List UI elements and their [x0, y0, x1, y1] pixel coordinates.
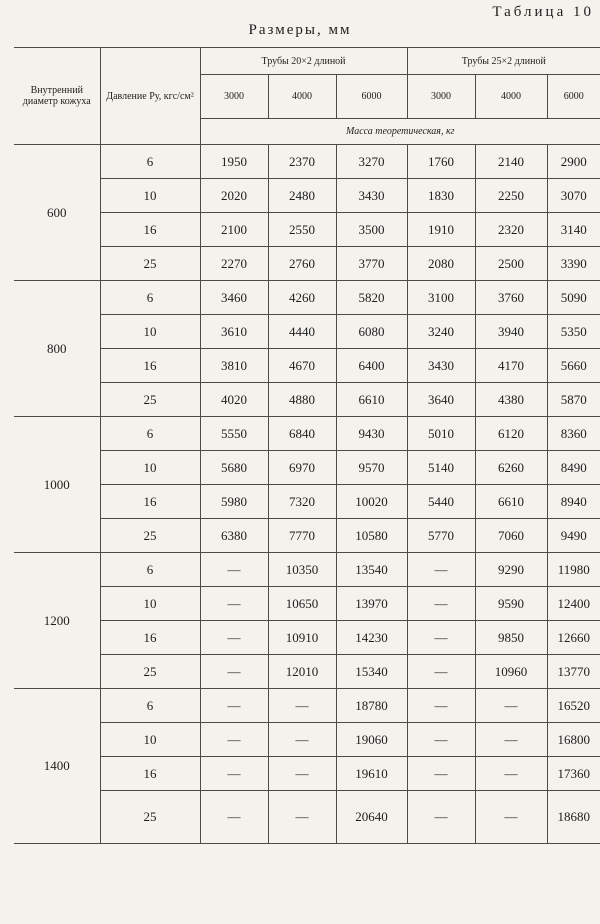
- mass-cell: 3100: [407, 281, 475, 315]
- mass-table: [14, 47, 600, 844]
- mass-cell: 2020: [200, 179, 268, 213]
- mass-cell: —: [200, 553, 268, 587]
- mass-cell: —: [268, 723, 336, 757]
- mass-cell: 3390: [547, 247, 600, 281]
- pressure-cell: 6: [100, 417, 200, 451]
- mass-cell: —: [268, 791, 336, 844]
- mass-cell: —: [200, 723, 268, 757]
- table-row: [14, 689, 600, 723]
- mass-cell: 3640: [407, 383, 475, 417]
- mass-cell: 19610: [336, 757, 407, 791]
- mass-cell: 2480: [268, 179, 336, 213]
- mass-cell: 5140: [407, 451, 475, 485]
- mass-cell: 19060: [336, 723, 407, 757]
- pressure-cell: 25: [100, 247, 200, 281]
- mass-cell: 5980: [200, 485, 268, 519]
- mass-cell: 5440: [407, 485, 475, 519]
- table-row: [14, 587, 600, 621]
- header-length: 6000: [336, 75, 407, 119]
- mass-cell: 8360: [547, 417, 600, 451]
- mass-cell: 6400: [336, 349, 407, 383]
- header-diameter: Внутренний диаметр кожуха: [14, 48, 100, 145]
- mass-cell: 6080: [336, 315, 407, 349]
- mass-cell: 7770: [268, 519, 336, 553]
- mass-cell: 2100: [200, 213, 268, 247]
- pressure-cell: 16: [100, 485, 200, 519]
- mass-cell: 9570: [336, 451, 407, 485]
- mass-cell: 6380: [200, 519, 268, 553]
- pressure-cell: 16: [100, 757, 200, 791]
- mass-cell: 3500: [336, 213, 407, 247]
- mass-cell: 2080: [407, 247, 475, 281]
- header-mass: Масса теоретическая, кг: [200, 119, 600, 145]
- mass-cell: 3430: [407, 349, 475, 383]
- diameter-cell: 1400: [14, 689, 100, 844]
- table-row: [14, 179, 600, 213]
- mass-cell: 17360: [547, 757, 600, 791]
- pressure-cell: 25: [100, 791, 200, 844]
- mass-cell: 2320: [475, 213, 547, 247]
- mass-cell: 14230: [336, 621, 407, 655]
- mass-cell: —: [200, 757, 268, 791]
- mass-cell: —: [407, 791, 475, 844]
- mass-cell: 5010: [407, 417, 475, 451]
- mass-cell: 18680: [547, 791, 600, 844]
- pressure-cell: 25: [100, 655, 200, 689]
- table-row: [14, 281, 600, 315]
- pressure-cell: 6: [100, 689, 200, 723]
- table-row: [14, 553, 600, 587]
- mass-cell: 6260: [475, 451, 547, 485]
- mass-cell: 3770: [336, 247, 407, 281]
- table-row: [14, 417, 600, 451]
- mass-cell: 3760: [475, 281, 547, 315]
- pressure-cell: 10: [100, 451, 200, 485]
- pressure-cell: 10: [100, 315, 200, 349]
- mass-cell: 1950: [200, 145, 268, 179]
- pressure-cell: 6: [100, 145, 200, 179]
- table-row: [14, 621, 600, 655]
- mass-cell: 3810: [200, 349, 268, 383]
- mass-cell: 6610: [336, 383, 407, 417]
- mass-cell: 10580: [336, 519, 407, 553]
- mass-cell: —: [200, 621, 268, 655]
- mass-cell: 4020: [200, 383, 268, 417]
- mass-cell: 6120: [475, 417, 547, 451]
- mass-cell: —: [268, 757, 336, 791]
- mass-cell: 9490: [547, 519, 600, 553]
- mass-cell: 6840: [268, 417, 336, 451]
- mass-cell: 12660: [547, 621, 600, 655]
- mass-cell: 10910: [268, 621, 336, 655]
- mass-cell: 16520: [547, 689, 600, 723]
- mass-cell: 1910: [407, 213, 475, 247]
- mass-cell: 18780: [336, 689, 407, 723]
- mass-cell: 5680: [200, 451, 268, 485]
- table-row: [14, 315, 600, 349]
- mass-cell: 10020: [336, 485, 407, 519]
- mass-cell: 20640: [336, 791, 407, 844]
- mass-cell: —: [200, 689, 268, 723]
- table-row: [14, 655, 600, 689]
- mass-cell: 3140: [547, 213, 600, 247]
- mass-cell: —: [407, 655, 475, 689]
- table-row: [14, 213, 600, 247]
- table-number: Таблица 10: [492, 4, 594, 20]
- mass-cell: 16800: [547, 723, 600, 757]
- table-row: [14, 723, 600, 757]
- mass-cell: 4670: [268, 349, 336, 383]
- mass-cell: 4170: [475, 349, 547, 383]
- pressure-cell: 10: [100, 179, 200, 213]
- mass-cell: 5820: [336, 281, 407, 315]
- header-pressure: Давление Pу, кгс/см²: [100, 48, 200, 145]
- mass-cell: 8490: [547, 451, 600, 485]
- table-row: [14, 519, 600, 553]
- table-row: [14, 451, 600, 485]
- table-row: [14, 791, 600, 844]
- mass-cell: 10650: [268, 587, 336, 621]
- mass-cell: 4380: [475, 383, 547, 417]
- mass-cell: 9850: [475, 621, 547, 655]
- header-length: 4000: [475, 75, 547, 119]
- mass-cell: 2900: [547, 145, 600, 179]
- mass-cell: 10350: [268, 553, 336, 587]
- mass-cell: 15340: [336, 655, 407, 689]
- mass-cell: 5870: [547, 383, 600, 417]
- mass-cell: 5550: [200, 417, 268, 451]
- pressure-cell: 25: [100, 519, 200, 553]
- mass-cell: 2270: [200, 247, 268, 281]
- pressure-cell: 10: [100, 723, 200, 757]
- mass-cell: 3070: [547, 179, 600, 213]
- mass-cell: 9430: [336, 417, 407, 451]
- table-row: [14, 383, 600, 417]
- mass-cell: 6610: [475, 485, 547, 519]
- mass-cell: 1830: [407, 179, 475, 213]
- mass-cell: —: [407, 689, 475, 723]
- mass-cell: 11980: [547, 553, 600, 587]
- mass-cell: 3430: [336, 179, 407, 213]
- mass-cell: 7320: [268, 485, 336, 519]
- mass-cell: 4440: [268, 315, 336, 349]
- mass-cell: —: [200, 655, 268, 689]
- table-row: [14, 247, 600, 281]
- mass-cell: 3270: [336, 145, 407, 179]
- mass-cell: 3940: [475, 315, 547, 349]
- mass-cell: 9590: [475, 587, 547, 621]
- mass-cell: 13770: [547, 655, 600, 689]
- pressure-cell: 16: [100, 349, 200, 383]
- table-row: [14, 145, 600, 179]
- table-row: [14, 757, 600, 791]
- diameter-cell: 800: [14, 281, 100, 417]
- mass-cell: 10960: [475, 655, 547, 689]
- mass-cell: 7060: [475, 519, 547, 553]
- pressure-cell: 16: [100, 213, 200, 247]
- mass-cell: —: [200, 587, 268, 621]
- header-length: 3000: [200, 75, 268, 119]
- mass-cell: —: [475, 757, 547, 791]
- diameter-cell: 600: [14, 145, 100, 281]
- mass-cell: —: [407, 587, 475, 621]
- table-caption: Размеры, мм: [248, 22, 352, 38]
- pressure-cell: 16: [100, 621, 200, 655]
- mass-cell: 5350: [547, 315, 600, 349]
- header-length: 6000: [547, 75, 600, 119]
- diameter-cell: 1200: [14, 553, 100, 689]
- header-group-20x2: Трубы 20×2 длиной: [200, 48, 407, 75]
- table-row: [14, 485, 600, 519]
- mass-cell: 3610: [200, 315, 268, 349]
- mass-cell: 2760: [268, 247, 336, 281]
- mass-cell: 6970: [268, 451, 336, 485]
- header-group-25x2: Трубы 25×2 длиной: [407, 48, 600, 75]
- mass-cell: —: [407, 621, 475, 655]
- mass-cell: 5090: [547, 281, 600, 315]
- mass-cell: —: [475, 723, 547, 757]
- mass-cell: —: [268, 689, 336, 723]
- mass-cell: —: [475, 791, 547, 844]
- mass-cell: —: [407, 553, 475, 587]
- pressure-cell: 6: [100, 281, 200, 315]
- mass-cell: 5660: [547, 349, 600, 383]
- pressure-cell: 25: [100, 383, 200, 417]
- mass-cell: —: [407, 757, 475, 791]
- pressure-cell: 6: [100, 553, 200, 587]
- header-length: 4000: [268, 75, 336, 119]
- mass-cell: —: [475, 689, 547, 723]
- mass-cell: —: [407, 723, 475, 757]
- mass-cell: 13970: [336, 587, 407, 621]
- mass-cell: 2370: [268, 145, 336, 179]
- mass-cell: 12010: [268, 655, 336, 689]
- mass-cell: 8940: [547, 485, 600, 519]
- pressure-cell: 10: [100, 587, 200, 621]
- header-length: 3000: [407, 75, 475, 119]
- mass-cell: 2550: [268, 213, 336, 247]
- mass-cell: 3460: [200, 281, 268, 315]
- mass-cell: —: [200, 791, 268, 844]
- table-row: [14, 349, 600, 383]
- mass-cell: 13540: [336, 553, 407, 587]
- mass-cell: 4880: [268, 383, 336, 417]
- mass-cell: 1760: [407, 145, 475, 179]
- diameter-cell: 1000: [14, 417, 100, 553]
- mass-cell: 5770: [407, 519, 475, 553]
- mass-cell: 3240: [407, 315, 475, 349]
- mass-cell: 2250: [475, 179, 547, 213]
- mass-cell: 4260: [268, 281, 336, 315]
- mass-cell: 2140: [475, 145, 547, 179]
- mass-cell: 9290: [475, 553, 547, 587]
- mass-cell: 2500: [475, 247, 547, 281]
- mass-cell: 12400: [547, 587, 600, 621]
